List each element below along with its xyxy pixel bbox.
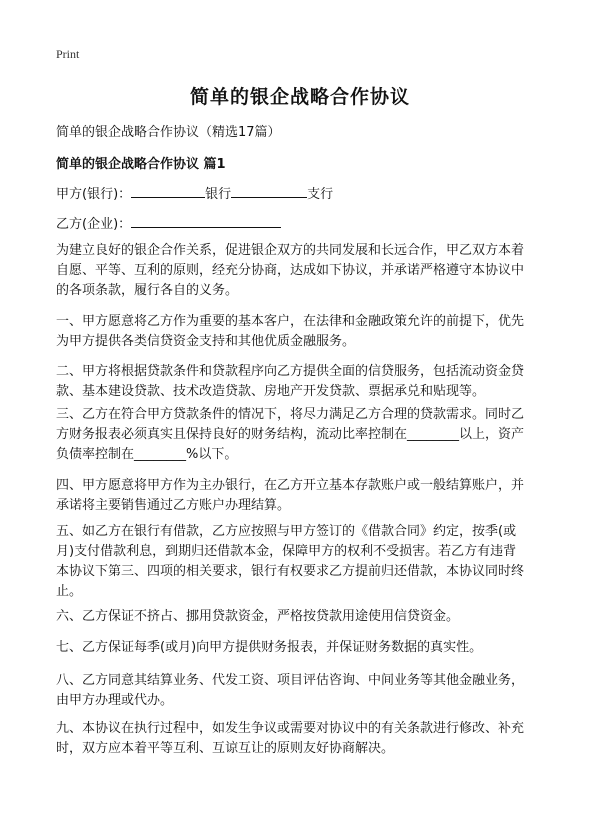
paragraph-5: 五、如乙方在银行有借款，乙方应按照与甲方签订的《借款合同》约定，按季(或 月)支付借款利息，到期归还借款本金，保障甲方的权利不受损害。若乙方有违背 本协议下第三、四项的相关要求，银行有权要求乙方提前归还借款，本协议同时终 止。 xyxy=(56,524,525,599)
paragraph-7: 七、乙方保证每季(或月)向甲方提供财务报表，并保证财务数据的真实性。 xyxy=(56,640,483,655)
party-b-blank xyxy=(131,215,281,228)
paragraph-1: 一、甲方愿意将乙方作为重要的基本客户，在法律和金融政策允许的前提下，优先 为甲方提供各类信贷资金支持和其他优质金融服务。 xyxy=(56,314,525,349)
party-a-branch-word: 支行 xyxy=(307,187,334,202)
paragraph-3: 三、乙方在符合甲方贷款条件的情况下，将尽力满足乙方合理的贷款需求。同时乙 方财务报表必须真实且保持良好的财务结构，流动比率控制在________以上，资产 负债率控制在________%以下。 xyxy=(56,407,525,462)
party-a-bank-word: 银行 xyxy=(205,187,232,202)
print-label[interactable]: Print xyxy=(56,47,80,61)
paragraph-intro: 为建立良好的银企合作关系，促进银企双方的共同发展和长远合作，甲乙双方本着 自愿、平等、互利的原则，经充分协商，达成如下协议，并承诺严格遵守本协议中 的各项条款，履行各自的义务。 xyxy=(56,243,525,298)
paragraph-6: 六、乙方保证不挤占、挪用贷款资金，严格按贷款用途使用信贷资金。 xyxy=(56,609,460,624)
paragraph-8: 八、乙方同意其结算业务、代发工资、项目评估咨询、中间业务等其他金融业务， 由甲方办理或代办。 xyxy=(56,673,525,708)
party-b-line xyxy=(56,213,281,232)
party-a-bank-blank xyxy=(131,185,205,198)
document-title: 简单的银企战略合作协议 xyxy=(189,86,410,108)
document-subtitle: 简单的银企战略合作协议（精选17篇） xyxy=(56,125,281,140)
paragraph-4: 四、甲方愿意将甲方作为主办银行，在乙方开立基本存款账户或一般结算账户，并 承诺将主要销售通过乙方账户办理结算。 xyxy=(56,478,525,513)
party-a-branch-blank xyxy=(231,185,307,198)
paragraph-9: 九、本协议在执行过程中，如发生争议或需要对协议中的有关条款进行修改、补充 时，双方应本着平等互利、互谅互让的原则友好协商解决。 xyxy=(56,721,525,756)
paragraph-2: 二、甲方将根据贷款条件和贷款程序向乙方提供全面的信贷服务，包括流动资金贷 款、基本建设贷款、技术改造贷款、房地产开发贷款、票据承兑和贴现等。 xyxy=(56,364,525,399)
section-heading: 简单的银企战略合作协议 篇1 xyxy=(56,157,226,172)
party-a-line xyxy=(56,183,333,202)
party-a-label: 甲方(银行)： xyxy=(56,187,132,202)
party-b-label: 乙方(企业)： xyxy=(56,217,132,232)
